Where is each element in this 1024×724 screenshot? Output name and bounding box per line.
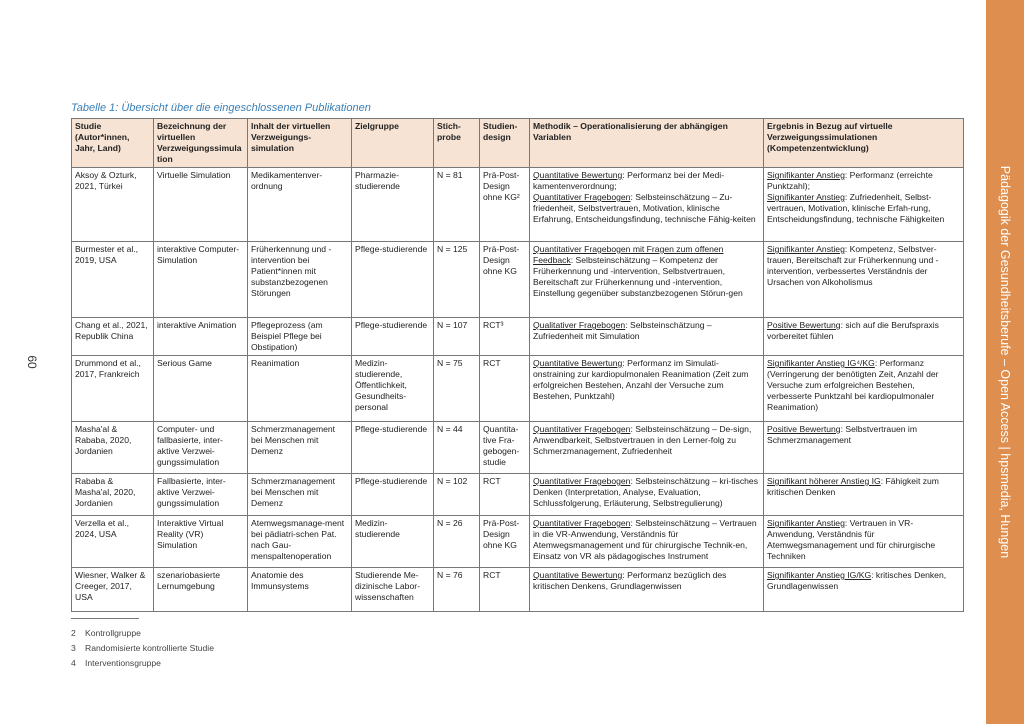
result-text: : Selbstvertrauen im Schmerzmanagement bbox=[767, 424, 917, 445]
cell-method bbox=[530, 242, 764, 318]
cell-simulation-name: szenariobasierte Lernumgebung bbox=[154, 568, 248, 612]
table-row bbox=[72, 568, 964, 612]
method-text: : Selbsteinschätzung – Vertrauen in die VR-Anwendung, Verständnis für Atemwegsmanagement und für chirurgische Technik-en, Einsatz von VR als pädagogisches Instrument bbox=[533, 518, 757, 561]
result-text: : Kompetenz, Selbstver-trauen, Bereitschaft zur Früherkennung und -intervention, verbessertes Verständnis der Ursachen von Alkoholismus bbox=[767, 244, 939, 287]
result-label: Positive Bewertung bbox=[767, 320, 841, 330]
cell-simulation-name: Serious Game bbox=[154, 356, 248, 422]
cell-method bbox=[530, 356, 764, 422]
cell-sample: N = 44 bbox=[434, 422, 480, 474]
header-design: Studien-design bbox=[480, 119, 530, 168]
header-simulation-name: Bezeichnung der virtuellen Verzweigungssimulation bbox=[154, 119, 248, 168]
method-label: Quantitativer Fragebogen bbox=[533, 424, 631, 434]
cell-study: Aksoy & Ozturk, 2021, Türkei bbox=[72, 168, 154, 242]
cell-simulation-content: Pflegeprozess (am Beispiel Pflege bei Obstipation) bbox=[248, 318, 352, 356]
header-method: Methodik – Operationalisierung der abhängigen Variablen bbox=[530, 119, 764, 168]
cell-design: Quantita-tive Fra-gebogen-studie bbox=[480, 422, 530, 474]
table-header-row bbox=[72, 119, 964, 168]
table-caption: Tabelle 1: Übersicht über die eingeschlossenen Publikationen bbox=[71, 102, 371, 114]
cell-target-group: Medizin-studierende, Öffentlichkeit, Gesundheits-personal bbox=[352, 356, 434, 422]
cell-target-group: Pharmazie-studierende bbox=[352, 168, 434, 242]
cell-sample: N = 26 bbox=[434, 516, 480, 568]
cell-study: Burmester et al., 2019, USA bbox=[72, 242, 154, 318]
cell-simulation-name: interaktive Animation bbox=[154, 318, 248, 356]
method-text: : Performanz im Simulati-onstraining zur kardiopulmonalen Reanimation (Zeit zum erfolgreichen Bestehen, Anzahl der Versuche zum Bestehen, Punktzahl) bbox=[533, 358, 749, 401]
footnote: 3 Randomisierte kontrollierte Studie bbox=[71, 643, 214, 653]
result-text: : Vertrauen in VR-Anwendung, Verständnis für Atemwegsmanagement und für chirurgische Techniken bbox=[767, 518, 936, 561]
method-text: : Selbsteinschätzung – Kompetenz der Früherkennung und -intervention, Selbstvertrauen, Bereitschaft zur Früherkennung und -intervention, Einstellung gegenüber substanzbezogenen Störun-gen bbox=[533, 255, 743, 298]
cell-study: Wiesner, Walker & Creeger, 2017, USA bbox=[72, 568, 154, 612]
cell-sample: N = 125 bbox=[434, 242, 480, 318]
cell-design: RCT³ bbox=[480, 318, 530, 356]
cell-design: RCT bbox=[480, 474, 530, 516]
cell-method bbox=[530, 168, 764, 242]
cell-study: Drummond et al., 2017, Frankreich bbox=[72, 356, 154, 422]
cell-method bbox=[530, 474, 764, 516]
result-label: Positive Bewertung bbox=[767, 424, 841, 434]
sidebar-journal-title: Pädagogik der Gesundheitsberufe – Open Access | hpsmedia, Hungen bbox=[998, 165, 1012, 559]
cell-design: Prä-Post-Design ohne KG bbox=[480, 242, 530, 318]
cell-simulation-name: Computer- und fallbasierte, inter-aktive Verzwei-gungssimulation bbox=[154, 422, 248, 474]
cell-target-group: Medizin-studierende bbox=[352, 516, 434, 568]
cell-sample: N = 76 bbox=[434, 568, 480, 612]
result-label: Signifikanter Anstieg IG⁴/KG bbox=[767, 358, 875, 368]
cell-simulation-content: Anatomie des Immunsystems bbox=[248, 568, 352, 612]
result-text: : sich auf die Berufspraxis vorbereitet fühlen bbox=[767, 320, 939, 341]
cell-target-group: Studierende Me-dizinische Labor-wissenschaften bbox=[352, 568, 434, 612]
cell-simulation-name: interaktive Computer-Simulation bbox=[154, 242, 248, 318]
cell-simulation-name: Virtuelle Simulation bbox=[154, 168, 248, 242]
result-label: Signifikanter Anstieg IG/KG bbox=[767, 570, 872, 580]
cell-study: Verzella et al., 2024, USA bbox=[72, 516, 154, 568]
method-label: Quantitativer Fragebogen bbox=[533, 476, 631, 486]
cell-method bbox=[530, 568, 764, 612]
method-label: Quantitativer Fragebogen bbox=[533, 192, 631, 202]
table-row bbox=[72, 516, 964, 568]
cell-study: Chang et al., 2021, Republik China bbox=[72, 318, 154, 356]
cell-design: RCT bbox=[480, 356, 530, 422]
table-row bbox=[72, 422, 964, 474]
cell-result bbox=[764, 516, 964, 568]
cell-simulation-name: Interaktive Virtual Reality (VR) Simulation bbox=[154, 516, 248, 568]
cell-result bbox=[764, 318, 964, 356]
method-text: : Performanz bezüglich des kritischen Denkens, Grundlagenwissen bbox=[533, 570, 727, 591]
header-result: Ergebnis in Bezug auf virtuelle Verzweigungssimulationen (Kompetenzentwicklung) bbox=[764, 119, 964, 168]
method-text: : Selbsteinschätzung – Zu-friedenheit, Selbstvertrauen, Motivation, klinische Erfahrung, Entscheidungsfindung, technische Fähig-keiten bbox=[533, 192, 756, 224]
cell-sample: N = 75 bbox=[434, 356, 480, 422]
cell-simulation-content: Medikamentenver-ordnung bbox=[248, 168, 352, 242]
result-text: : Performanz (Verringerung der benötigten Zeit, Anzahl der Versuche zum erfolgreichen Bestehen, verbesserte Punktzahl bei kardiopulmonaler Reanimation) bbox=[767, 358, 939, 412]
method-label: Quantitativer Fragebogen mit Fragen zum offenen Feedback bbox=[533, 244, 724, 265]
cell-target-group: Pflege-studierende bbox=[352, 422, 434, 474]
method-label: Quantitativer Fragebogen bbox=[533, 518, 631, 528]
result-label: Signifikant höherer Anstieg IG bbox=[767, 476, 881, 486]
cell-simulation-content: Früherkennung und -intervention bei Patient*innen mit substanzbezogenen Störungen bbox=[248, 242, 352, 318]
result-label: Signifikanter Anstieg bbox=[767, 170, 845, 180]
footnote: 2 Kontrollgruppe bbox=[71, 628, 141, 638]
table-row bbox=[72, 474, 964, 516]
method-label: Qualitativer Fragebogen bbox=[533, 320, 626, 330]
method-text: : Selbsteinschätzung – Zufriedenheit mit Simulation bbox=[533, 320, 712, 341]
method-text: : Selbsteinschätzung – kri-tisches Denken (Interpretation, Analyse, Evaluation, Schlussfolgerung, Erläuterung, Selbstregulierung) bbox=[533, 476, 759, 508]
result-text: : Zufriedenheit, Selbst-vertrauen, Motivation, klinische Erfah-rung, Entscheidungsfindung, technische Fähigkeiten bbox=[767, 192, 945, 224]
footnote-divider bbox=[71, 618, 139, 619]
cell-study: Masha'al & Rababa, 2020, Jordanien bbox=[72, 422, 154, 474]
cell-simulation-content: Schmerzmanagement bei Menschen mit Demenz bbox=[248, 422, 352, 474]
cell-result bbox=[764, 422, 964, 474]
header-study: Studie (Autor*innen, Jahr, Land) bbox=[72, 119, 154, 168]
table-row bbox=[72, 318, 964, 356]
cell-sample: N = 107 bbox=[434, 318, 480, 356]
method-text: : Selbsteinschätzung – De-sign, Anwendbarkeit, Selbstvertrauen in den Lerner-folg zu Schmerzmanagement, Zufriedenheit bbox=[533, 424, 752, 456]
result-label: Signifikanter Anstieg bbox=[767, 192, 845, 202]
cell-sample: N = 81 bbox=[434, 168, 480, 242]
cell-result bbox=[764, 242, 964, 318]
header-sample: Stich-probe bbox=[434, 119, 480, 168]
table-row bbox=[72, 168, 964, 242]
table-row bbox=[72, 242, 964, 318]
result-label: Signifikanter Anstieg bbox=[767, 244, 845, 254]
method-label: Quantitative Bewertung bbox=[533, 358, 623, 368]
cell-sample: N = 102 bbox=[434, 474, 480, 516]
cell-simulation-content: Reanimation bbox=[248, 356, 352, 422]
result-text: : Fähigkeit zum kritischen Denken bbox=[767, 476, 939, 497]
cell-design: RCT bbox=[480, 568, 530, 612]
cell-result bbox=[764, 568, 964, 612]
method-label: Quantitative Bewertung bbox=[533, 170, 623, 180]
footnote: 4 Interventionsgruppe bbox=[71, 658, 161, 668]
footnotes bbox=[71, 626, 214, 671]
result-text: : kritisches Denken, Grundlagenwissen bbox=[767, 570, 947, 591]
cell-design: Prä-Post-Design ohne KG bbox=[480, 516, 530, 568]
cell-result bbox=[764, 474, 964, 516]
cell-study: Rababa & Masha'al, 2020, Jordanien bbox=[72, 474, 154, 516]
cell-target-group: Pflege-studierende bbox=[352, 474, 434, 516]
cell-method bbox=[530, 318, 764, 356]
table-row bbox=[72, 356, 964, 422]
page-number: 60 bbox=[25, 355, 39, 369]
cell-method bbox=[530, 422, 764, 474]
cell-simulation-content: Atemwegsmanage-ment bei pädiatri-schen Pat. nach Gau-menspaltenoperation bbox=[248, 516, 352, 568]
cell-simulation-content: Schmerzmanagement bei Menschen mit Demenz bbox=[248, 474, 352, 516]
cell-design: Prä-Post-Design ohne KG² bbox=[480, 168, 530, 242]
result-text: : Performanz (erreichte Punktzahl); bbox=[767, 170, 933, 191]
method-label: Quantitative Bewertung bbox=[533, 570, 623, 580]
publications-table bbox=[71, 118, 964, 612]
cell-method bbox=[530, 516, 764, 568]
cell-target-group: Pflege-studierende bbox=[352, 242, 434, 318]
cell-result bbox=[764, 168, 964, 242]
result-label: Signifikanter Anstieg bbox=[767, 518, 845, 528]
cell-result bbox=[764, 356, 964, 422]
header-simulation-content: Inhalt der virtuellen Verzweigungs-simulation bbox=[248, 119, 352, 168]
cell-simulation-name: Fallbasierte, inter-aktive Verzwei-gungssimulation bbox=[154, 474, 248, 516]
cell-target-group: Pflege-studierende bbox=[352, 318, 434, 356]
method-text: : Performanz bei der Medi-kamentenverordnung; bbox=[533, 170, 725, 191]
header-target-group: Zielgruppe bbox=[352, 119, 434, 168]
